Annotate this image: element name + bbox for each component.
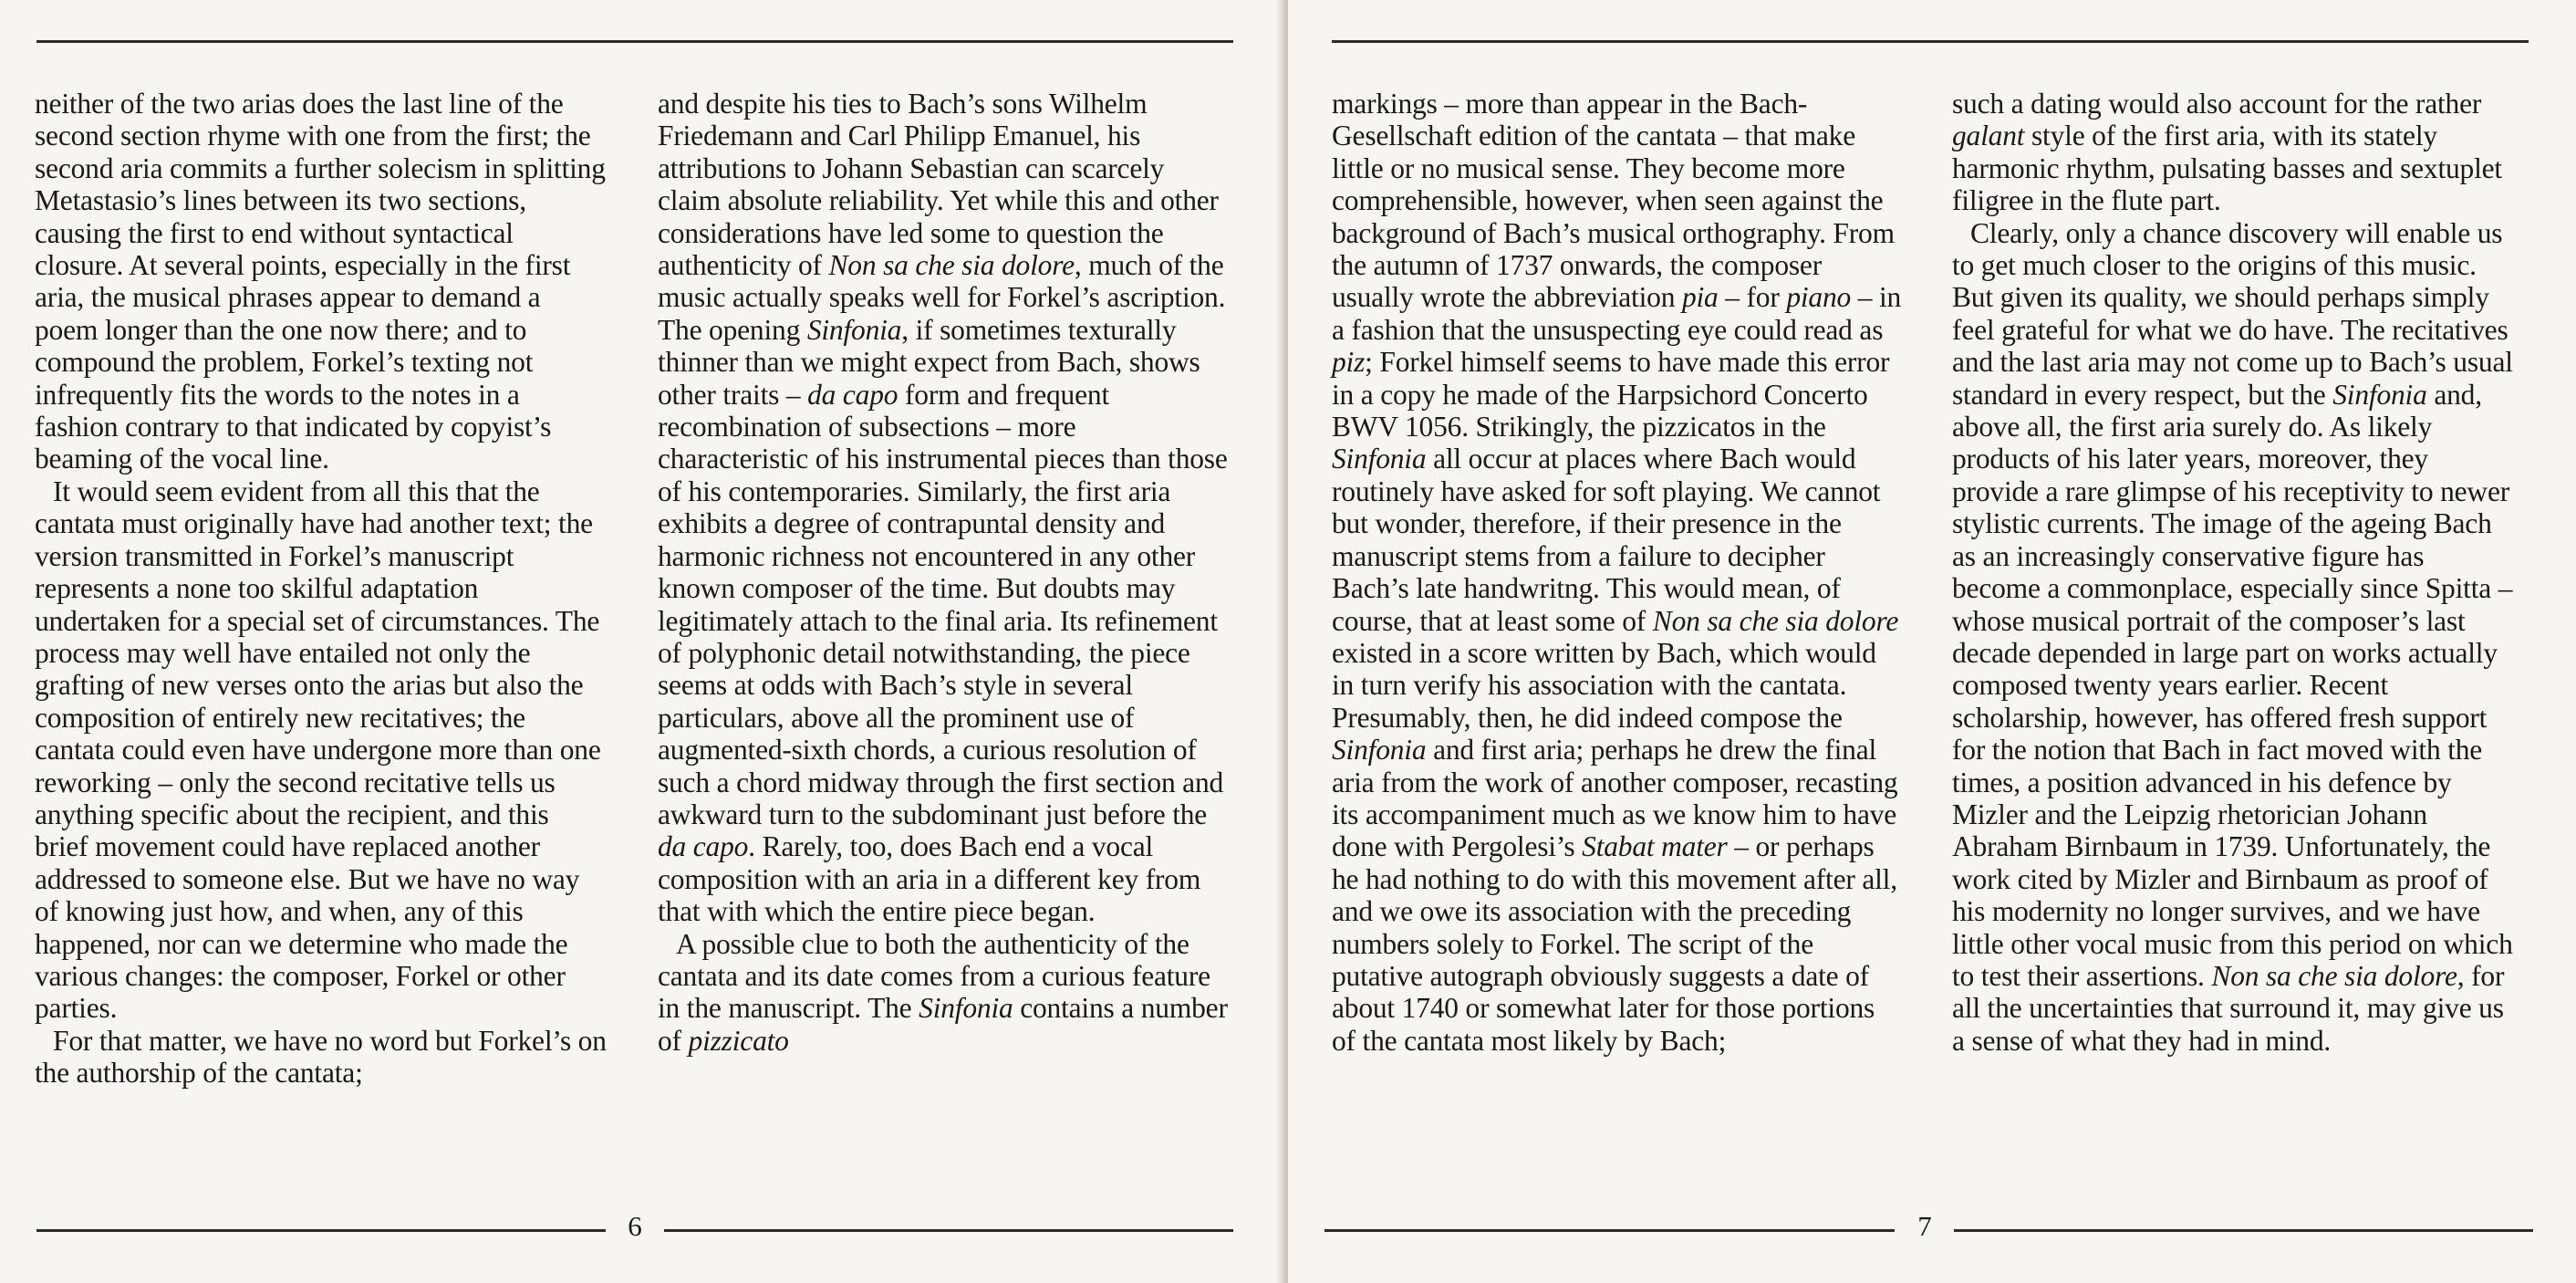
text-run: and first aria; perhaps he drew the final aria from the work of another composer, recasting its accompaniment much as we know him to have done with Pergolesi’s (1332, 734, 1898, 863)
paragraph (658, 88, 1228, 928)
text-run: , much of the music actually speaks well for Forkel’s ascription. The opening (658, 249, 1226, 346)
text-run: For that matter, we have no word but Forkel’s on the authorship of the cantata; (35, 1024, 607, 1090)
text-run: , if sometimes texturally thinner than we might expect from Bach, shows other traits – (658, 313, 1200, 411)
text-run: – for (1718, 281, 1787, 314)
paragraph (1332, 88, 1902, 1057)
paragraph (35, 475, 608, 1025)
left-page-column-2 (658, 88, 1228, 1057)
text-run: . Rarely, too, does Bach end a vocal composition with an aria in a different key from that with which the entire piece began. (658, 830, 1201, 928)
paragraph (35, 88, 608, 475)
italic-text: da capo (807, 378, 898, 411)
left-page-column-1 (35, 88, 608, 1090)
text-run: style of the first aria, with its stately harmonic rhythm, pulsating basses and sextuplet filigree in the flute part. (1952, 120, 2502, 217)
text-run: neither of the two arias does the last line of the second section rhyme with one from the first; the second aria commits a further solecism in splitting Metastasio’s lines between its two sections, causing the first to end without syntactical closure. At several points, especially in the first aria, the musical phrases appear to demand a poem longer than the one now there; and to compound the problem, Forkel’s texting not infrequently fits the words to the notes in a fashion contrary to that indicated by copyist’s beaming of the vocal line. (35, 88, 606, 475)
text-run: and despite his ties to Bach’s sons Wilhelm Friedemann and Carl Philipp Emanuel, his attributions to Johann Sebastian can scarcely claim absolute reliability. Yet while this and other considerations have led some to question the authenticity of (658, 88, 1219, 282)
top-rule (36, 40, 1233, 43)
italic-text: piz (1332, 346, 1366, 379)
page-footer (1288, 1210, 2576, 1246)
text-run: and, above all, the first aria surely do. As likely products of his later years, moreover, they provide a rare glimpse of his receptivity to newer stylistic currents. The image of the ageing Bach as an increasingly conservative figure has become a commonplace, especially since Spitta – whose musical portrait of the composer’s last decade depended in large part on works actually composed twenty years earlier. Recent scholarship, however, has offered fresh support for the notion that Bach in fact moved with the times, a position advanced in his defence by Mizler and the Leipzig rhetorician Johann Abraham Birnbaum in 1739. Unfortunately, the work cited by Mizler and Birnbaum as proof of his modernity no longer survives, and we have little other vocal music from this period on which to test their assertions. (1952, 378, 2513, 992)
footer-rule-right (664, 1229, 1233, 1232)
text-run: existed in a score written by Bach, which would in turn verify his association with the cantata. Presumably, then, he did indeed compose the (1332, 636, 1876, 734)
italic-text: Sinfonia (806, 313, 902, 346)
italic-text: Non sa che sia dolore (828, 249, 1075, 282)
italic-text: da capo (658, 830, 749, 863)
text-run: ; Forkel himself seems to have made this error in a copy he made of the Harpsichord Concerto BWV 1056. Strikingly, the pizzicatos in the (1332, 346, 1890, 443)
text-run: all occur at places where Bach would routinely have asked for soft playing. We cannot but wonder, therefore, if their presence in the manuscript stems from a failure to decipher Bach’s late handwritng. This would mean, of course, that at least some of (1332, 443, 1881, 637)
text-run: markings – more than appear in the Bach-Gesellschaft edition of the cantata – that make little or no musical sense. They become more comprehensible, however, when seen against the background of Bach’s musical orthography. From the autumn of 1737 onwards, the composer usually wrote the abbreviation (1332, 88, 1895, 314)
footer-rule-left (36, 1229, 606, 1232)
page-footer (0, 1210, 1283, 1246)
italic-text: galant (1952, 120, 2025, 152)
footer-rule-right (1954, 1229, 2533, 1232)
italic-text: Sinfonia (1332, 734, 1427, 767)
italic-text: Sinfonia (2332, 378, 2427, 411)
italic-text: pia (1681, 281, 1719, 314)
page-number: 7 (1917, 1210, 1932, 1242)
top-rule (1332, 40, 2529, 43)
right-page-column-1 (1332, 88, 1902, 1057)
italic-text: Non sa che sia dolore (1652, 604, 1899, 637)
text-run: A possible clue to both the authenticity of the cantata and its date comes from a curious feature in the manuscript. The (658, 927, 1210, 1025)
text-run: Clearly, only a chance discovery will enable us to get much closer to the origins of this music. But given its quality, we should perhaps simply feel grateful for what we do have. The recitatives and the last aria may not come up to Bach’s usual standard in every respect, but the (1952, 216, 2513, 411)
text-run: It would seem evident from all this that the cantata must originally have had another text; the version transmitted in Forkel’s manuscript represents a none too skilful adaptation undertaken for a special set of circumstances. The process may well have entailed not only the grafting of new verses onto the arias but also the composition of entirely new recitatives; the cantata could even have undergone more than one reworking – only the second recitative tells us anything specific about the recipient, and this brief movement could have replaced another addressed to someone else. But we have no way of knowing just how, and when, any of this happened, nor can we determine who made the various changes: the composer, Forkel or other parties. (35, 475, 601, 1025)
page-number: 6 (628, 1210, 642, 1242)
text-run: contains a number of (658, 992, 1228, 1057)
text-run: , for all the uncertainties that surround it, may give us a sense of what they had in mind. (1952, 959, 2505, 1057)
paragraph (35, 1025, 608, 1090)
italic-text: Stabat mater (1582, 830, 1728, 863)
italic-text: Sinfonia (1332, 443, 1427, 475)
footer-rule-left (1324, 1229, 1895, 1232)
right-page-column-2 (1952, 88, 2518, 1057)
paragraph (1952, 217, 2518, 1058)
text-run: form and frequent recombination of subsections – more characteristic of his instrumental pieces than those of his contemporaries. Similarly, the first aria exhibits a degree of contrapuntal density and harmonic richness not encountered in any other known composer of the time. But doubts may legitimately attach to the final aria. Its refinement of polyphonic detail notwithstanding, the piece seems at odds with Bach’s style in several particulars, above all the prominent use of augmented-sixth chords, a curious resolution of such a chord midway through the first section and awkward turn to the subdominant just before the (658, 378, 1228, 830)
text-run: – in a fashion that the unsuspecting eye could read as (1332, 281, 1902, 346)
right-page (1288, 0, 2576, 1283)
paragraph (1952, 88, 2518, 217)
paragraph (658, 928, 1228, 1058)
italic-text: pizzicato (688, 1024, 789, 1057)
left-page (0, 0, 1283, 1283)
italic-text: Sinfonia (919, 992, 1013, 1025)
italic-text: Non sa che sia dolore (2211, 959, 2457, 992)
text-run: – or perhaps he had nothing to do with this movement after all, and we owe its association with the preceding numbers solely to Forkel. The script of the putative autograph obviously suggests a date of about 1740 or somewhat later for those portions of the cantata most likely by Bach; (1332, 830, 1897, 1057)
text-run: such a dating would also account for the rather (1952, 88, 2482, 120)
italic-text: piano (1786, 281, 1852, 314)
